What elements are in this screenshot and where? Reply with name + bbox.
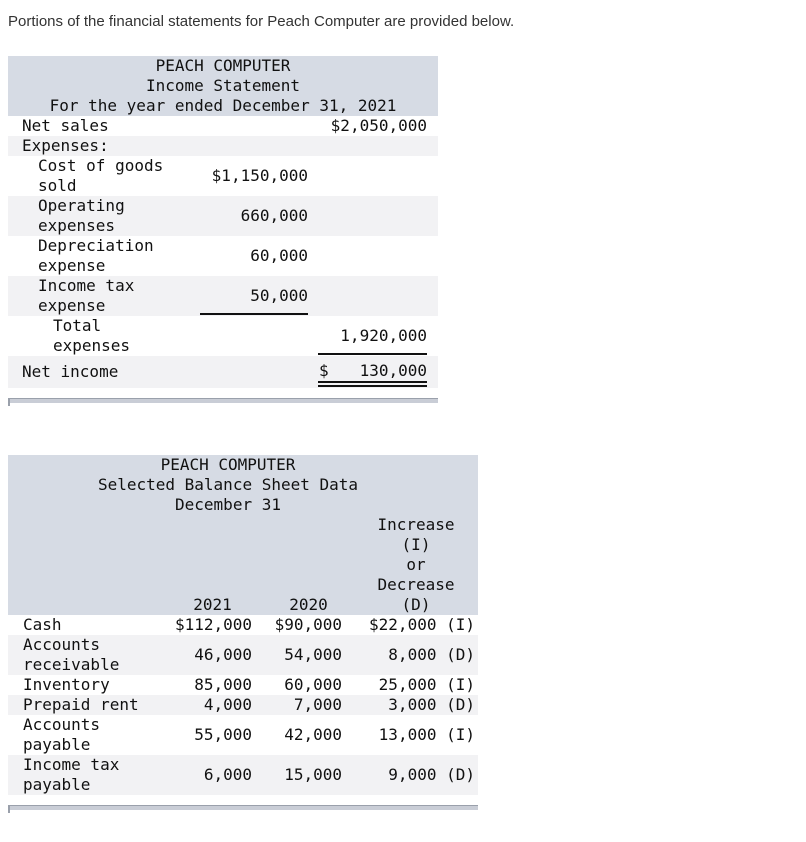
column-header-2020: 2020: [289, 595, 328, 614]
total-expenses-label: expenses: [53, 336, 131, 355]
balance-2021-value: $112,000: [174, 615, 252, 634]
balance-row-label: Cash: [23, 615, 62, 634]
balance-sheet-company: PEACH COMPUTER: [160, 455, 296, 474]
total-rule: [318, 353, 427, 355]
balance-2020-value: 60,000: [284, 675, 342, 694]
net-sales-label: Net sales: [22, 116, 109, 135]
net-sales-value: $2,050,000: [330, 116, 427, 135]
expenses-label: Expenses:: [22, 136, 109, 155]
balance-2020-value: 54,000: [284, 645, 342, 664]
change-header: (D): [401, 595, 431, 614]
net-income-label: Net income: [22, 362, 119, 381]
balance-change-value: 13,000 (I): [378, 725, 475, 744]
net-income-currency: $: [319, 361, 329, 380]
expense-value: 50,000: [250, 286, 308, 305]
change-header: or: [406, 555, 426, 574]
balance-2020-value: $90,000: [274, 615, 342, 634]
expense-label: Cost of goods: [38, 156, 164, 175]
balance-2021-value: 46,000: [194, 645, 252, 664]
balance-row-label: Accounts: [23, 715, 101, 734]
table-divider: [8, 805, 478, 810]
balance-2020-value: 42,000: [284, 725, 342, 744]
expense-value: 60,000: [250, 246, 308, 265]
expense-label: sold: [38, 176, 77, 195]
subtotal-rule: [200, 313, 308, 315]
column-header-2021: 2021: [193, 595, 232, 614]
balance-2021-value: 4,000: [203, 695, 252, 714]
expense-label: expense: [38, 256, 106, 275]
balance-change-value: 3,000 (D): [388, 695, 475, 714]
double-rule-top: [318, 381, 427, 383]
table-divider: [8, 398, 438, 403]
balance-change-value: 9,000 (D): [388, 765, 475, 784]
balance-row-label: Income tax: [23, 755, 120, 774]
balance-change-value: $22,000 (I): [369, 615, 475, 634]
double-rule-bottom: [318, 385, 427, 387]
balance-row-label: receivable: [23, 655, 120, 674]
expense-label: expenses: [38, 216, 116, 235]
balance-2021-value: 55,000: [194, 725, 252, 744]
balance-row-label: Inventory: [23, 675, 110, 694]
balance-sheet-date: December 31: [175, 495, 281, 514]
expense-value: 660,000: [240, 206, 308, 225]
change-header: Increase: [377, 515, 455, 534]
balance-change-value: 25,000 (I): [378, 675, 475, 694]
income-statement-title: Income Statement: [145, 76, 301, 95]
change-header: (I): [401, 535, 431, 554]
intro-text: Portions of the financial statements for Peach Computer are provided below.: [8, 13, 515, 30]
balance-2021-value: 6,000: [203, 765, 252, 784]
total-expenses-label: Total: [53, 316, 102, 335]
total-expenses-value: 1,920,000: [340, 326, 427, 345]
expense-label: expense: [38, 296, 106, 315]
balance-2021-value: 85,000: [194, 675, 252, 694]
change-header: Decrease: [377, 575, 455, 594]
balance-2020-value: 7,000: [293, 695, 342, 714]
balance-row-label: Prepaid rent: [23, 695, 139, 714]
balance-row-label: payable: [23, 735, 91, 754]
net-income-value: 130,000: [359, 361, 427, 380]
balance-change-value: 8,000 (D): [388, 645, 475, 664]
income-statement-period: For the year ended December 31, 2021: [49, 96, 397, 115]
expense-label: Operating: [38, 196, 125, 215]
income-statement-company: PEACH COMPUTER: [155, 56, 291, 75]
balance-row-label: payable: [23, 775, 91, 794]
expense-label: Income tax: [38, 276, 135, 295]
expense-label: Depreciation: [38, 236, 154, 255]
balance-2020-value: 15,000: [284, 765, 342, 784]
balance-row-label: Accounts: [23, 635, 101, 654]
balance-sheet-title: Selected Balance Sheet Data: [97, 475, 359, 494]
expense-value: $1,150,000: [211, 166, 308, 185]
